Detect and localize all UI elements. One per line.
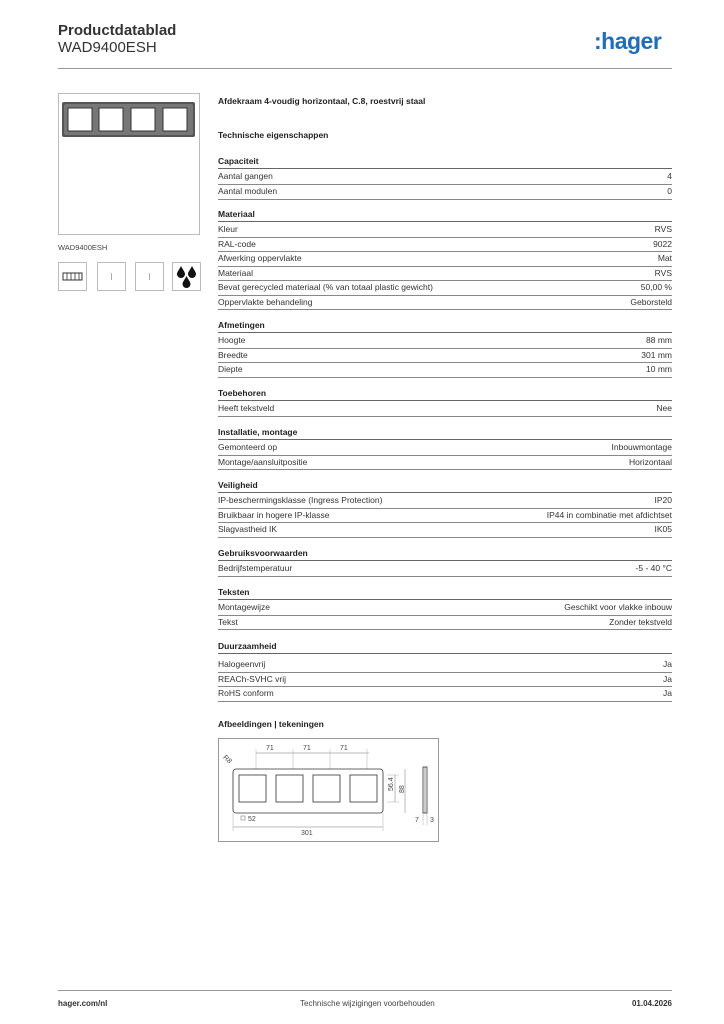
spec-value: Ja: [663, 659, 672, 669]
divider-icon: [97, 262, 126, 291]
dim-height: 88: [399, 785, 406, 793]
mounting-plate-icon: [58, 262, 87, 291]
spec-value: Zonder tekstveld: [609, 616, 672, 627]
spec-label: Diepte: [218, 364, 243, 374]
spec-value: Mat: [657, 253, 672, 263]
spec-row: [218, 455, 672, 471]
spec-row: [218, 222, 672, 238]
spec-row: [218, 295, 672, 311]
spec-value: Nee: [656, 403, 672, 413]
spec-row: [218, 686, 672, 702]
spec-value: Ja: [663, 688, 672, 698]
spec-row: [218, 266, 672, 282]
spec-row: [218, 184, 672, 200]
spec-label: Montagewijze: [218, 602, 270, 612]
tech-properties-title: Technische eigenschappen: [218, 130, 329, 140]
section-title-capaciteit: Capaciteit: [218, 156, 672, 169]
spec-row: [218, 333, 672, 349]
spec-value: Horizontaal: [629, 456, 672, 467]
spec-label: Hoogte: [218, 335, 246, 345]
spec-row: [218, 657, 672, 673]
spec-value: RVS: [654, 267, 672, 278]
spec-label: IP-beschermingsklasse (Ingress Protection): [218, 495, 383, 505]
footer-date: 01.04.2026: [631, 999, 672, 1008]
spec-label: Bevat gerecycled materiaal (% van totaal plastic gewicht): [218, 282, 433, 292]
section-title-toebehoren: Toebehoren: [218, 388, 672, 401]
section-title-veiligheid: Veiligheid: [218, 480, 672, 493]
spec-value: RVS: [654, 224, 672, 234]
spec-value: 301 mm: [641, 349, 672, 360]
section-title-teksten: Teksten: [218, 587, 672, 600]
hager-logo: :hager: [594, 28, 662, 54]
spec-label: Breedte: [218, 349, 248, 360]
header-divider: [58, 68, 672, 69]
section-title-installatie: Installatie, montage: [218, 427, 672, 440]
spec-label: Bedrijfstemperatuur: [218, 563, 293, 573]
spec-row: [218, 522, 672, 538]
spec-value: IP20: [654, 495, 672, 505]
dim-width: 301: [301, 830, 313, 837]
spec-label: Heeft tekstveld: [218, 403, 275, 413]
product-description: Afdekraam 4-voudig horizontaal, C.8, roestvrij staal: [218, 96, 426, 106]
spec-value: 9022: [653, 238, 672, 249]
spec-label: Halogeenvrij: [218, 659, 266, 669]
dim-pitch-3: 71: [340, 745, 348, 752]
water-drops-icon: [172, 262, 201, 291]
spec-label: Afwerking oppervlakte: [218, 253, 302, 263]
spec-value: IP44 in combinatie met afdichtset: [546, 509, 672, 520]
product-image: [58, 93, 200, 235]
spec-label: Slagvastheid IK: [218, 524, 278, 534]
footer-website[interactable]: hager.com/nl: [58, 999, 108, 1008]
spec-row: [218, 401, 672, 417]
spec-row: [218, 672, 672, 688]
spec-value: 50,00 %: [640, 282, 672, 292]
spec-value: Geschikt voor vlakke inbouw: [564, 602, 672, 612]
spec-row: [218, 362, 672, 378]
spec-label: REACh-SVHC vrij: [218, 673, 287, 684]
footer-divider: [58, 990, 672, 991]
spec-value: 4: [667, 171, 672, 181]
dim-radius: R8: [221, 754, 233, 766]
spec-row: [218, 600, 672, 616]
spec-row: [218, 169, 672, 185]
spec-row: [218, 348, 672, 364]
drawings-title: Afbeeldingen | tekeningen: [218, 719, 324, 729]
spec-row: [218, 251, 672, 267]
spec-label: Bruikbaar in hogere IP-klasse: [218, 509, 330, 520]
spec-value: IK05: [654, 524, 672, 534]
square-symbol-icon: [241, 816, 245, 820]
spec-value: Geborsteld: [630, 296, 672, 307]
product-sku: WAD9400ESH: [58, 39, 157, 56]
divider-icon: [135, 262, 164, 291]
dim-depth-b: 3: [430, 817, 434, 824]
spec-label: RAL-code: [218, 238, 256, 249]
dim-opening: 52: [248, 816, 256, 823]
spec-row: [218, 237, 672, 253]
spec-label: Kleur: [218, 224, 238, 234]
product-image-caption: WAD9400ESH: [58, 243, 108, 252]
spec-value: 88 mm: [646, 335, 672, 345]
spec-row: [218, 440, 672, 456]
spec-label: Aantal modulen: [218, 186, 278, 196]
spec-value: 10 mm: [646, 364, 672, 374]
spec-row: [218, 280, 672, 296]
spec-label: Montage/aansluitpositie: [218, 456, 308, 467]
dim-pitch-2: 71: [303, 745, 311, 752]
spec-row: [218, 561, 672, 577]
spec-row: [218, 508, 672, 524]
section-title-materiaal: Materiaal: [218, 209, 672, 222]
spec-label: Oppervlakte behandeling: [218, 296, 313, 307]
dim-pitch-1: 71: [266, 745, 274, 752]
section-title-duurzaamheid: Duurzaamheid: [218, 641, 672, 654]
section-title-gebruiksvoorwaarden: Gebruiksvoorwaarden: [218, 548, 672, 561]
dim-depth-a: 7: [415, 817, 419, 824]
spec-label: Gemonteerd op: [218, 442, 278, 452]
technical-drawing: [218, 738, 439, 842]
spec-label: Aantal gangen: [218, 171, 273, 181]
spec-value: 0: [667, 186, 672, 196]
spec-label: RoHS conform: [218, 688, 274, 698]
spec-value: Inbouwmontage: [611, 442, 672, 452]
dim-inner: 56.4: [388, 777, 395, 791]
section-title-afmetingen: Afmetingen: [218, 320, 672, 333]
spec-row: [218, 493, 672, 509]
frame-photo-icon: [59, 94, 199, 234]
footer-disclaimer: Technische wijzigingen voorbehouden: [300, 999, 435, 1008]
spec-label: Tekst: [218, 616, 238, 627]
spec-value: -5 - 40 °C: [635, 563, 672, 573]
spec-label: Materiaal: [218, 267, 253, 278]
page-title: Productdatablad: [58, 22, 177, 39]
spec-row: [218, 615, 672, 631]
spec-value: Ja: [663, 673, 672, 684]
